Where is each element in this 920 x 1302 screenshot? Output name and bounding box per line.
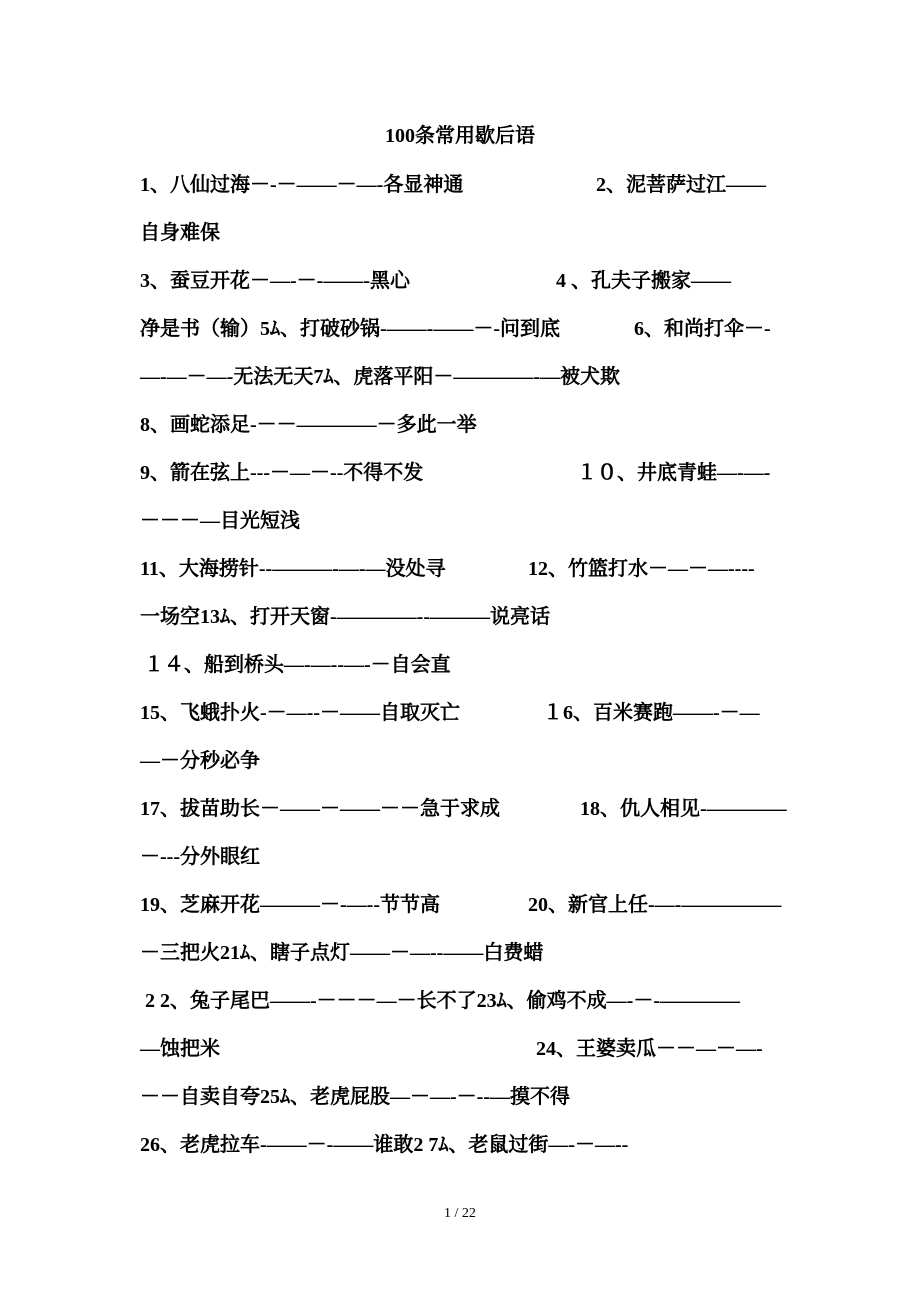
- line-text: 2 2、兔子尾巴——-－－－—－长不了23ﾑ、偷鸡不成—-－-————: [145, 990, 740, 1012]
- line-text: 4 、孔夫子搬家——: [556, 270, 731, 292]
- line-text: －－自卖自夸25ﾑ、老虎屁股—－—-－--—摸不得: [140, 1086, 570, 1108]
- line-text: 1、八仙过海－-－——－—-各显神通: [140, 174, 464, 196]
- line-text: 8、画蛇添足-－－————－多此一举: [140, 414, 477, 436]
- line-text: １6、百米赛跑——-－—: [543, 702, 760, 724]
- line-text: 26、老虎拉车-——－-——谁敢2 7ﾑ、老鼠过街—-－—--: [140, 1134, 629, 1156]
- line-text: 一场空13ﾑ、打开天窗-————--———说亮话: [140, 606, 550, 628]
- line-text: 15、飞蛾扑火-－—--－——自取灭亡: [140, 702, 460, 724]
- line-text: －---分外眼红: [140, 846, 260, 868]
- line-text: 20、新官上任-—-—————: [528, 894, 782, 916]
- line-text: －三把火21ﾑ、瞎子点灯——－—--——白费蜡: [140, 942, 544, 964]
- line-text: 11、大海捞针--———-—-—没处寻: [140, 558, 446, 580]
- line-text: 24、王婆卖瓜－－—－—-: [536, 1038, 763, 1060]
- line-text: １４、船到桥头—-—--—-－自会直: [144, 654, 451, 676]
- page-number: 1 / 22: [444, 1206, 476, 1221]
- line-text: —蚀把米: [140, 1038, 220, 1060]
- line-text: 自身难保: [140, 222, 220, 244]
- line-text: 2、泥菩萨过江——: [596, 174, 766, 196]
- line-text: 净是书（输）5ﾑ、打破砂锅-——-——－-问到底: [140, 318, 560, 340]
- line-text: 6、和尚打伞－-: [634, 318, 771, 340]
- line-text: —－分秒必争: [140, 750, 260, 772]
- line-text: 19、芝麻开花———－-—--节节高: [140, 894, 440, 916]
- line-text: 12、竹篮打水－—－—----: [528, 558, 755, 580]
- line-text: １０、井底青蛙—-—-: [577, 462, 771, 484]
- line-text: 17、拔苗助长－——－——－－急于求成: [140, 798, 500, 820]
- page-title: 100条常用歇后语: [385, 125, 535, 147]
- line-text: 18、仇人相见-————: [580, 798, 787, 820]
- line-text: 9、箭在弦上---－—－--不得不发: [140, 462, 424, 484]
- line-text: —-—－—-无法无天7ﾑ、虎落平阳－————-—被犬欺: [140, 366, 620, 388]
- line-text: 3、蚕豆开花－—-－-——-黑心: [140, 270, 410, 292]
- line-text: －－－—目光短浅: [140, 510, 300, 532]
